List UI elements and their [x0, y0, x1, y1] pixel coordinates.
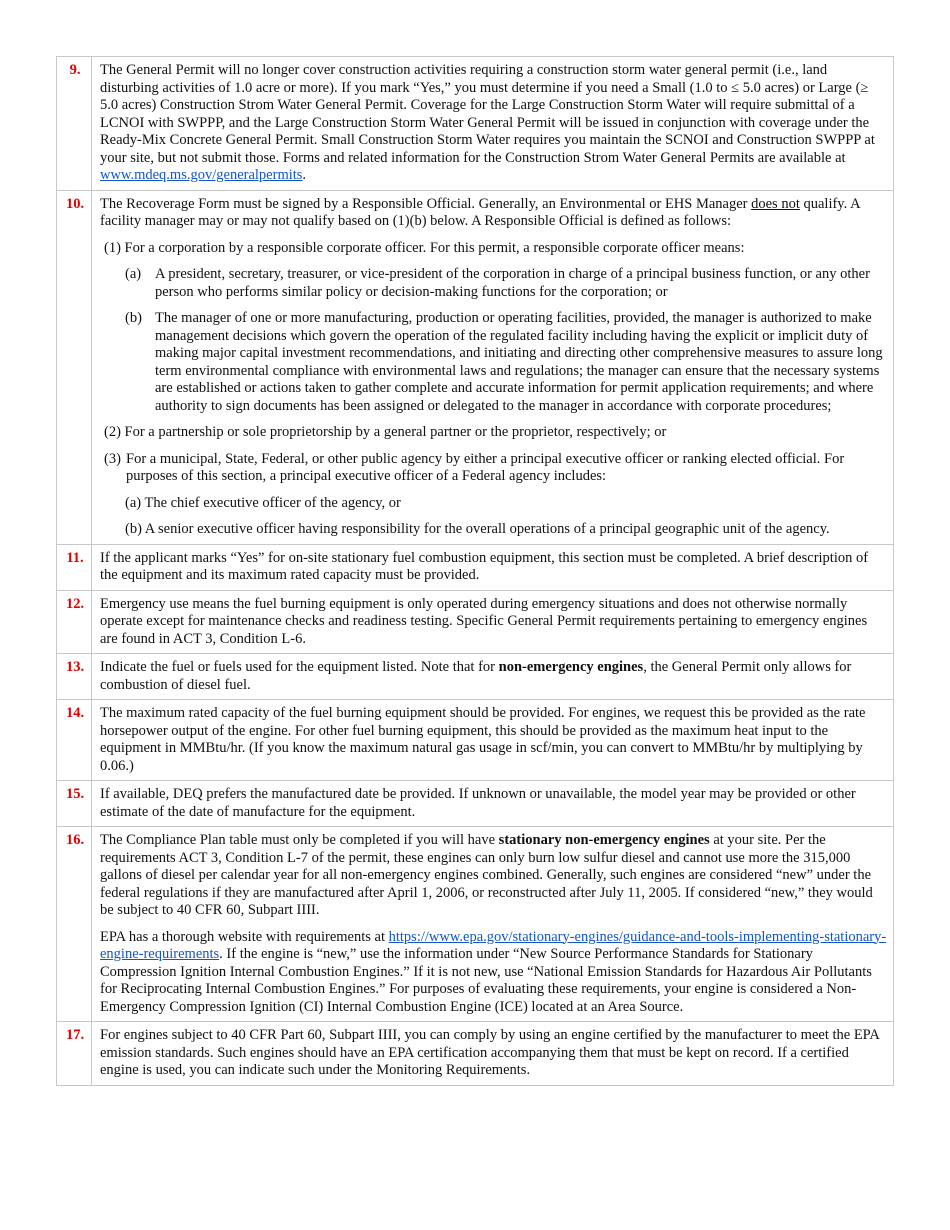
- item-number: 11.: [57, 544, 92, 590]
- paragraph: [100, 832, 887, 920]
- item-text: [92, 190, 894, 544]
- table-row: [57, 190, 894, 544]
- text-run: The Compliance Plan table must only be completed if you will have: [100, 832, 499, 848]
- definition-1a: [125, 266, 887, 301]
- list-label: (b): [125, 310, 142, 326]
- underlined-text: does not: [751, 195, 800, 212]
- item-number: 12.: [57, 590, 92, 654]
- definition-2: (2) For a partnership or sole proprietorship by a general partner or the proprietor, respectively; or: [104, 424, 667, 440]
- item-number: 9.: [57, 57, 92, 191]
- list-label: (a): [125, 266, 142, 282]
- item-text: Emergency use means the fuel burning equipment is only operated during emergency situations and does not otherwise normally operate except for maintenance checks and readiness testing. Specific General Permit requirements pertaining to emergency engines are found in ACT 3, Condition L-6.: [92, 590, 894, 654]
- item-number: 10.: [57, 190, 92, 544]
- table-row: [57, 827, 894, 1022]
- table-row: [57, 781, 894, 827]
- table-row: [57, 590, 894, 654]
- paragraph: [100, 929, 887, 1017]
- table-row: [57, 700, 894, 781]
- text-run: The General Permit will no longer cover construction activities requiring a construction storm water general permit (i.e., land disturbing activities of 1.0 acre or more). If you mark “Yes,” you must determine if you need a Small (1.0 to ≤ 5.0 acres) or Large (≥ 5.0 acres) Construction Strom Water General Permit. Coverage for the Large Construction Storm Water will require submittal of a LCNOI with SWPPP, and the Large Construction Storm Water General Permit will be issued in conjunction with coverage under the Ready-Mix Concrete General Permit. Small Construction Storm Water requires you maintain the SCNOI and Construction SWPPP at your site, but not submit those. Forms and related information for the Construction Strom Water General Permits are available at: [100, 62, 875, 166]
- definition-3a: (a) The chief executive officer of the agency, or: [125, 494, 401, 511]
- list-label: (3): [104, 450, 121, 467]
- item-text: If available, DEQ prefers the manufactured date be provided. If unknown or unavailable, the model year may be provided or other estimate of the date of manufacture for the equipment.: [92, 781, 894, 827]
- table-row: [57, 57, 894, 191]
- table-row: [57, 1022, 894, 1086]
- text-run: . If the engine is “new,” use the information under “New Source Performance Standards for Stationary Compression Ignition Internal Combustion Engines.” If it is not new, use “National Emission Standards for Hazardous Air Pollutants for Reciprocating Internal Combustion Engines.” For purposes of evaluating these requirements, your engine is considered a Non-Emergency Compression Ignition (CI) Internal Combustion Engine (ICE) located at an Area Source.: [100, 946, 872, 1015]
- table-row: [57, 654, 894, 700]
- item-text: [92, 57, 894, 191]
- item-number: 16.: [57, 827, 92, 1022]
- general-permits-link[interactable]: www.mdeq.ms.gov/generalpermits: [100, 167, 303, 183]
- definition-3b: (b) A senior executive officer having responsibility for the overall operations of a principal geographic unit of the agency.: [125, 521, 830, 537]
- paragraph: [100, 62, 887, 185]
- bold-text: stationary non-emergency engines: [498, 832, 710, 848]
- paragraph: [100, 196, 887, 231]
- item-number: 14.: [57, 700, 92, 781]
- definition-3: [104, 451, 887, 486]
- table-row: [57, 544, 894, 590]
- definition-1: (1) For a corporation by a responsible corporate officer. For this permit, a responsible corporate officer means:: [104, 239, 745, 256]
- bold-text: non-emergency engines: [498, 659, 644, 675]
- text-run: qualify. A facility manager may or may not qualify based on (1)(b) below. A Responsible Official is defined as follows:: [100, 195, 860, 229]
- item-number: 13.: [57, 654, 92, 700]
- text-run: A president, secretary, treasurer, or vice-president of the corporation in charge of a principal business function, or any other person who performs similar policy or decision-making functions for the corporation; or: [155, 266, 870, 300]
- text-run: at your site. Per the requirements ACT 3, Condition L-7 of the permit, these engines can only burn low sulfur diesel and cannot use more the 315,000 gallons of diesel per calendar year for all non-emergency engines combined. Generally, such engines are considered “new” under the federal regulations if they are manufactured after April 1, 2006, or reconstructed after July 11, 2005. If considered “new,” they would be subject to 40 CFR 60, Subpart IIII.: [100, 832, 873, 918]
- item-number: 17.: [57, 1022, 92, 1086]
- text-run: , the General Permit only allows for combustion of diesel fuel.: [100, 659, 852, 693]
- text-run: The manager of one or more manufacturing, production or operating facilities, provided, the manager is authorized to make management decisions which govern the operation of the regulated facility including having the explicit or implicit duty of making major capital investment recommendations, and initiating and directing other comprehensive measures to assure long term environmental compliance with environmental laws and regulations; the manager can ensure that the necessary systems are established or actions taken to gather complete and accurate information for permit application requirements; and where authority to sign documents has been assigned or delegated to the manager in accordance with corporate procedures;: [155, 310, 883, 414]
- item-text: [92, 654, 894, 700]
- definition-1b: [125, 310, 887, 415]
- instructions-table: [56, 56, 894, 1086]
- text-run: .: [302, 167, 307, 183]
- item-number: 15.: [57, 781, 92, 827]
- item-text: If the applicant marks “Yes” for on-site stationary fuel combustion equipment, this section must be completed. A brief description of the equipment and its maximum rated capacity must be provided.: [92, 544, 894, 590]
- item-text: The maximum rated capacity of the fuel burning equipment should be provided. For engines, we request this be provided as the rate horsepower output of the engine. For other fuel burning equipment, this should be provided as the maximum heat input to the equipment in MMBtu/hr. (If you know the maximum natural gas usage in scf/min, you can convert to MMBtu/hr by multiplying by 0.06.): [92, 700, 894, 781]
- text-run: For a municipal, State, Federal, or other public agency by either a principal executive officer or ranking elected official. For purposes of this section, a principal executive officer of a Federal agency includes:: [126, 450, 845, 484]
- text-run: The Recoverage Form must be signed by a Responsible Official. Generally, an Environmental or EHS Manager: [100, 195, 752, 212]
- item-text: For engines subject to 40 CFR Part 60, Subpart IIII, you can comply by using an engine certified by the manufacturer to meet the EPA emission standards. Such engines should have an EPA certification accompanying them that must be kept on record. If a certified engine is used, you can indicate such under the Monitoring Requirements.: [92, 1022, 894, 1086]
- epa-stationary-engines-link[interactable]: https://www.epa.gov/stationary-engines/guidance-and-tools-implementing-stationary-engine-requirements: [100, 928, 887, 962]
- text-run: EPA has a thorough website with requirements at: [100, 928, 389, 945]
- item-text: [92, 827, 894, 1022]
- text-run: Indicate the fuel or fuels used for the equipment listed. Note that for: [100, 659, 499, 675]
